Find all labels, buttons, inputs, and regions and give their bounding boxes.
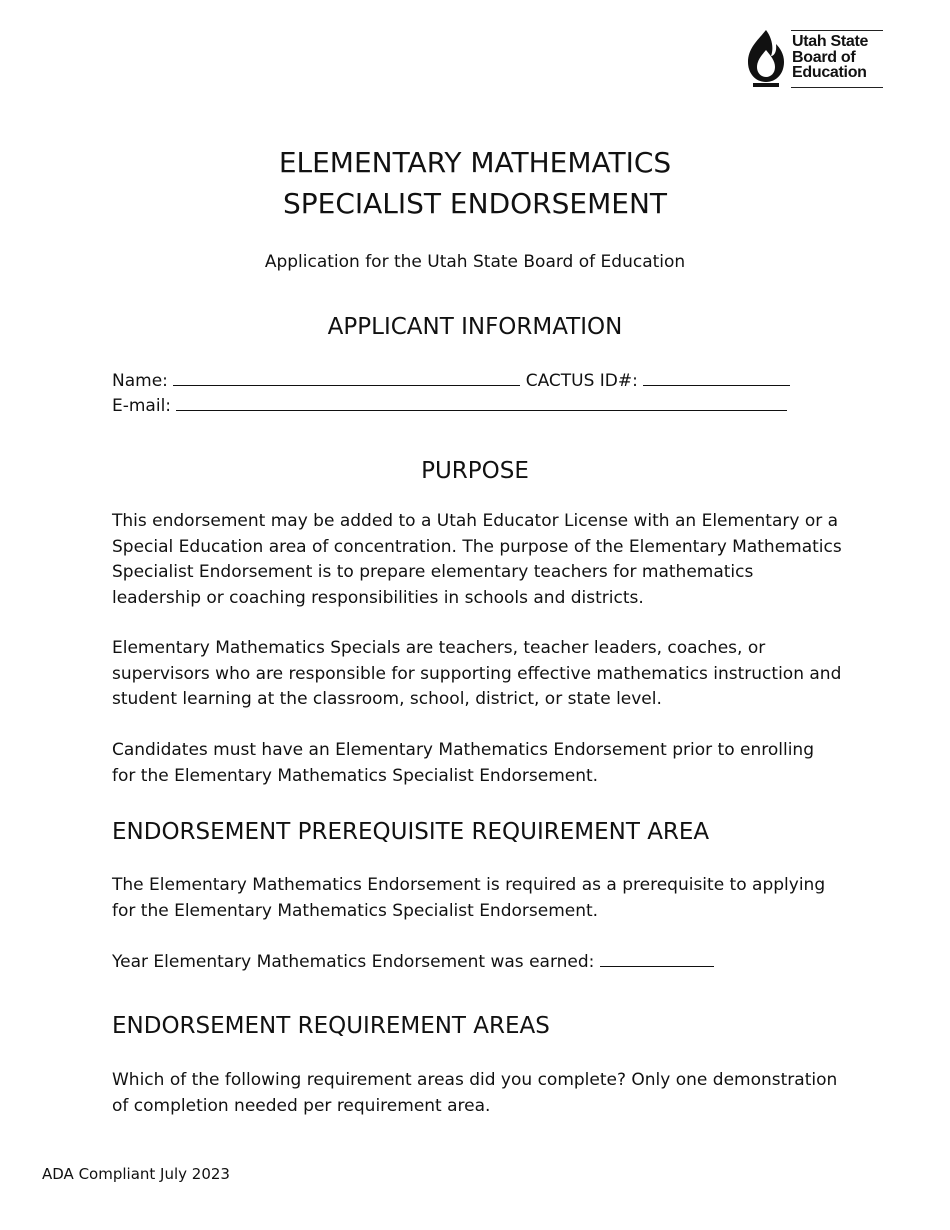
logo-line-3: Education bbox=[792, 64, 867, 81]
page-title bbox=[0, 142, 950, 224]
requirements-paragraph: Which of the following requirement areas did you complete? Only one demonstration of completion needed per requirement area. bbox=[112, 1070, 838, 1116]
purpose-paragraph-3: Candidates must have an Elementary Mathematics Endorsement prior to enrolling for the Elementary Mathematics Specialist Endorsement. bbox=[112, 740, 814, 786]
title-line-1: ELEMENTARY MATHEMATICS bbox=[278, 146, 672, 179]
requirements-heading: ENDORSEMENT REQUIREMENT AREAS bbox=[112, 1013, 550, 1039]
logo-line-1: Utah State bbox=[792, 33, 869, 50]
logo-bottom-rule bbox=[791, 87, 883, 88]
year-label: Year Elementary Mathematics Endorsement was earned: bbox=[112, 952, 595, 972]
name-field[interactable] bbox=[173, 370, 520, 386]
title-line-2: SPECIALIST ENDORSEMENT bbox=[282, 187, 667, 220]
logo-top-rule bbox=[791, 30, 883, 31]
year-field[interactable] bbox=[600, 951, 714, 967]
purpose-heading: PURPOSE bbox=[421, 458, 529, 484]
logo-line-2: Board of bbox=[792, 48, 856, 66]
footer-text: ADA Compliant July 2023 bbox=[42, 1165, 230, 1183]
page-subtitle: Application for the Utah State Board of Education bbox=[264, 252, 686, 272]
torch-flame-icon bbox=[744, 28, 788, 90]
name-label: Name: bbox=[112, 371, 168, 391]
email-row bbox=[112, 395, 787, 417]
email-field[interactable] bbox=[176, 395, 787, 411]
prerequisite-heading: ENDORSEMENT PREREQUISITE REQUIREMENT AREA bbox=[112, 819, 710, 845]
applicant-heading: APPLICANT INFORMATION bbox=[327, 314, 623, 340]
cactus-id-field[interactable] bbox=[643, 370, 790, 386]
prerequisite-paragraph: The Elementary Mathematics Endorsement is required as a prerequisite to applying for the Elementary Mathematics Specialist Endorsement. bbox=[112, 875, 826, 921]
purpose-paragraph-2: Elementary Mathematics Specials are teachers, teacher leaders, coaches, or supervisors who are responsible for supporting effective mathematics instruction and student learning at the classroom, school, district, or state level. bbox=[112, 638, 842, 709]
name-row bbox=[112, 370, 790, 392]
year-row bbox=[112, 951, 714, 973]
purpose-paragraph-1: This endorsement may be added to a Utah Educator License with an Elementary or a Special Education area of concentration. The purpose of the Elementary Mathematics Specialist Endorsement is to prepare elementary teachers for mathematics leadership or coaching responsibilities in schools and districts. bbox=[112, 511, 842, 608]
usbe-logo bbox=[744, 28, 884, 90]
logo-wordmark bbox=[792, 34, 868, 81]
email-label: E-mail: bbox=[112, 396, 172, 416]
cactus-label: CACTUS ID#: bbox=[525, 371, 638, 391]
